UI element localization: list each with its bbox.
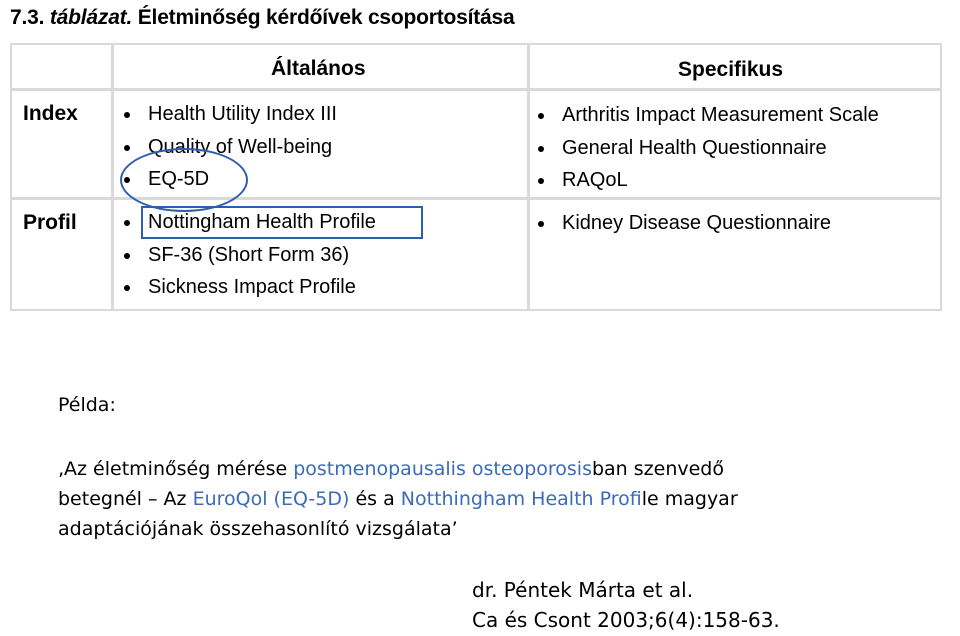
list-item: Health Utility Index III [122,98,337,131]
example-highlight: postmenopausalis osteoporosis [293,458,592,480]
example-heading: Példa: [58,394,116,416]
row-label-profil: Profil [23,211,77,234]
example-text: és a [349,488,401,510]
table-title-text: Életminőség kérdőívek csoportosítása [137,6,515,29]
example-highlight: Notthingham Health Profi [400,488,642,510]
header-specific: Specifikus [678,58,784,81]
row-profil-specific-cell [530,200,940,309]
list-item: EQ-5D [122,163,337,196]
header-general: Általános [271,57,366,80]
example-line-3: adaptációjának összehasonlító vizsgálata’ [58,518,458,540]
eq5d-highlight-circle [120,148,248,212]
list-item: General Health Questionnaire [536,132,879,165]
example-text: ‚Az életminőség mérése [58,458,294,480]
example-text: betegnél – Az [58,488,193,510]
header-general-cell [114,45,527,88]
header-specific-cell [530,45,940,88]
example-text: le magyar [641,488,738,510]
list-item: SF-36 (Short Form 36) [122,239,376,272]
table-title-word: táblázat. [49,6,133,29]
citation-author: dr. Péntek Márta et al. [472,578,694,602]
row-index-specific-cell [530,91,940,197]
list-item: Kidney Disease Questionnaire [536,207,831,240]
list-item: RAQoL [536,164,879,197]
table-title [10,6,515,30]
list-item: Arthritis Impact Measurement Scale [536,99,879,132]
example-line-1 [58,458,724,480]
row-profil-label-cell [12,200,111,309]
row-index-label-cell [12,91,111,197]
citation-source: Ca és Csont 2003;6(4):158-63. [472,608,780,632]
header-corner-cell [12,45,111,88]
row-label-index: Index [23,102,78,125]
list-item: Quality of Well-being [122,131,337,164]
list-item: Nottingham Health Profile [122,206,376,239]
index-specific-list [536,99,879,197]
example-text: ban szenvedő [591,458,724,480]
example-line-2 [58,488,738,510]
list-item: Sickness Impact Profile [122,271,376,304]
profil-specific-list [536,207,831,240]
nottingham-highlight-box [141,206,423,239]
table-title-number: 7.3. [10,6,45,29]
example-highlight: EuroQol (EQ-5D) [192,488,350,510]
